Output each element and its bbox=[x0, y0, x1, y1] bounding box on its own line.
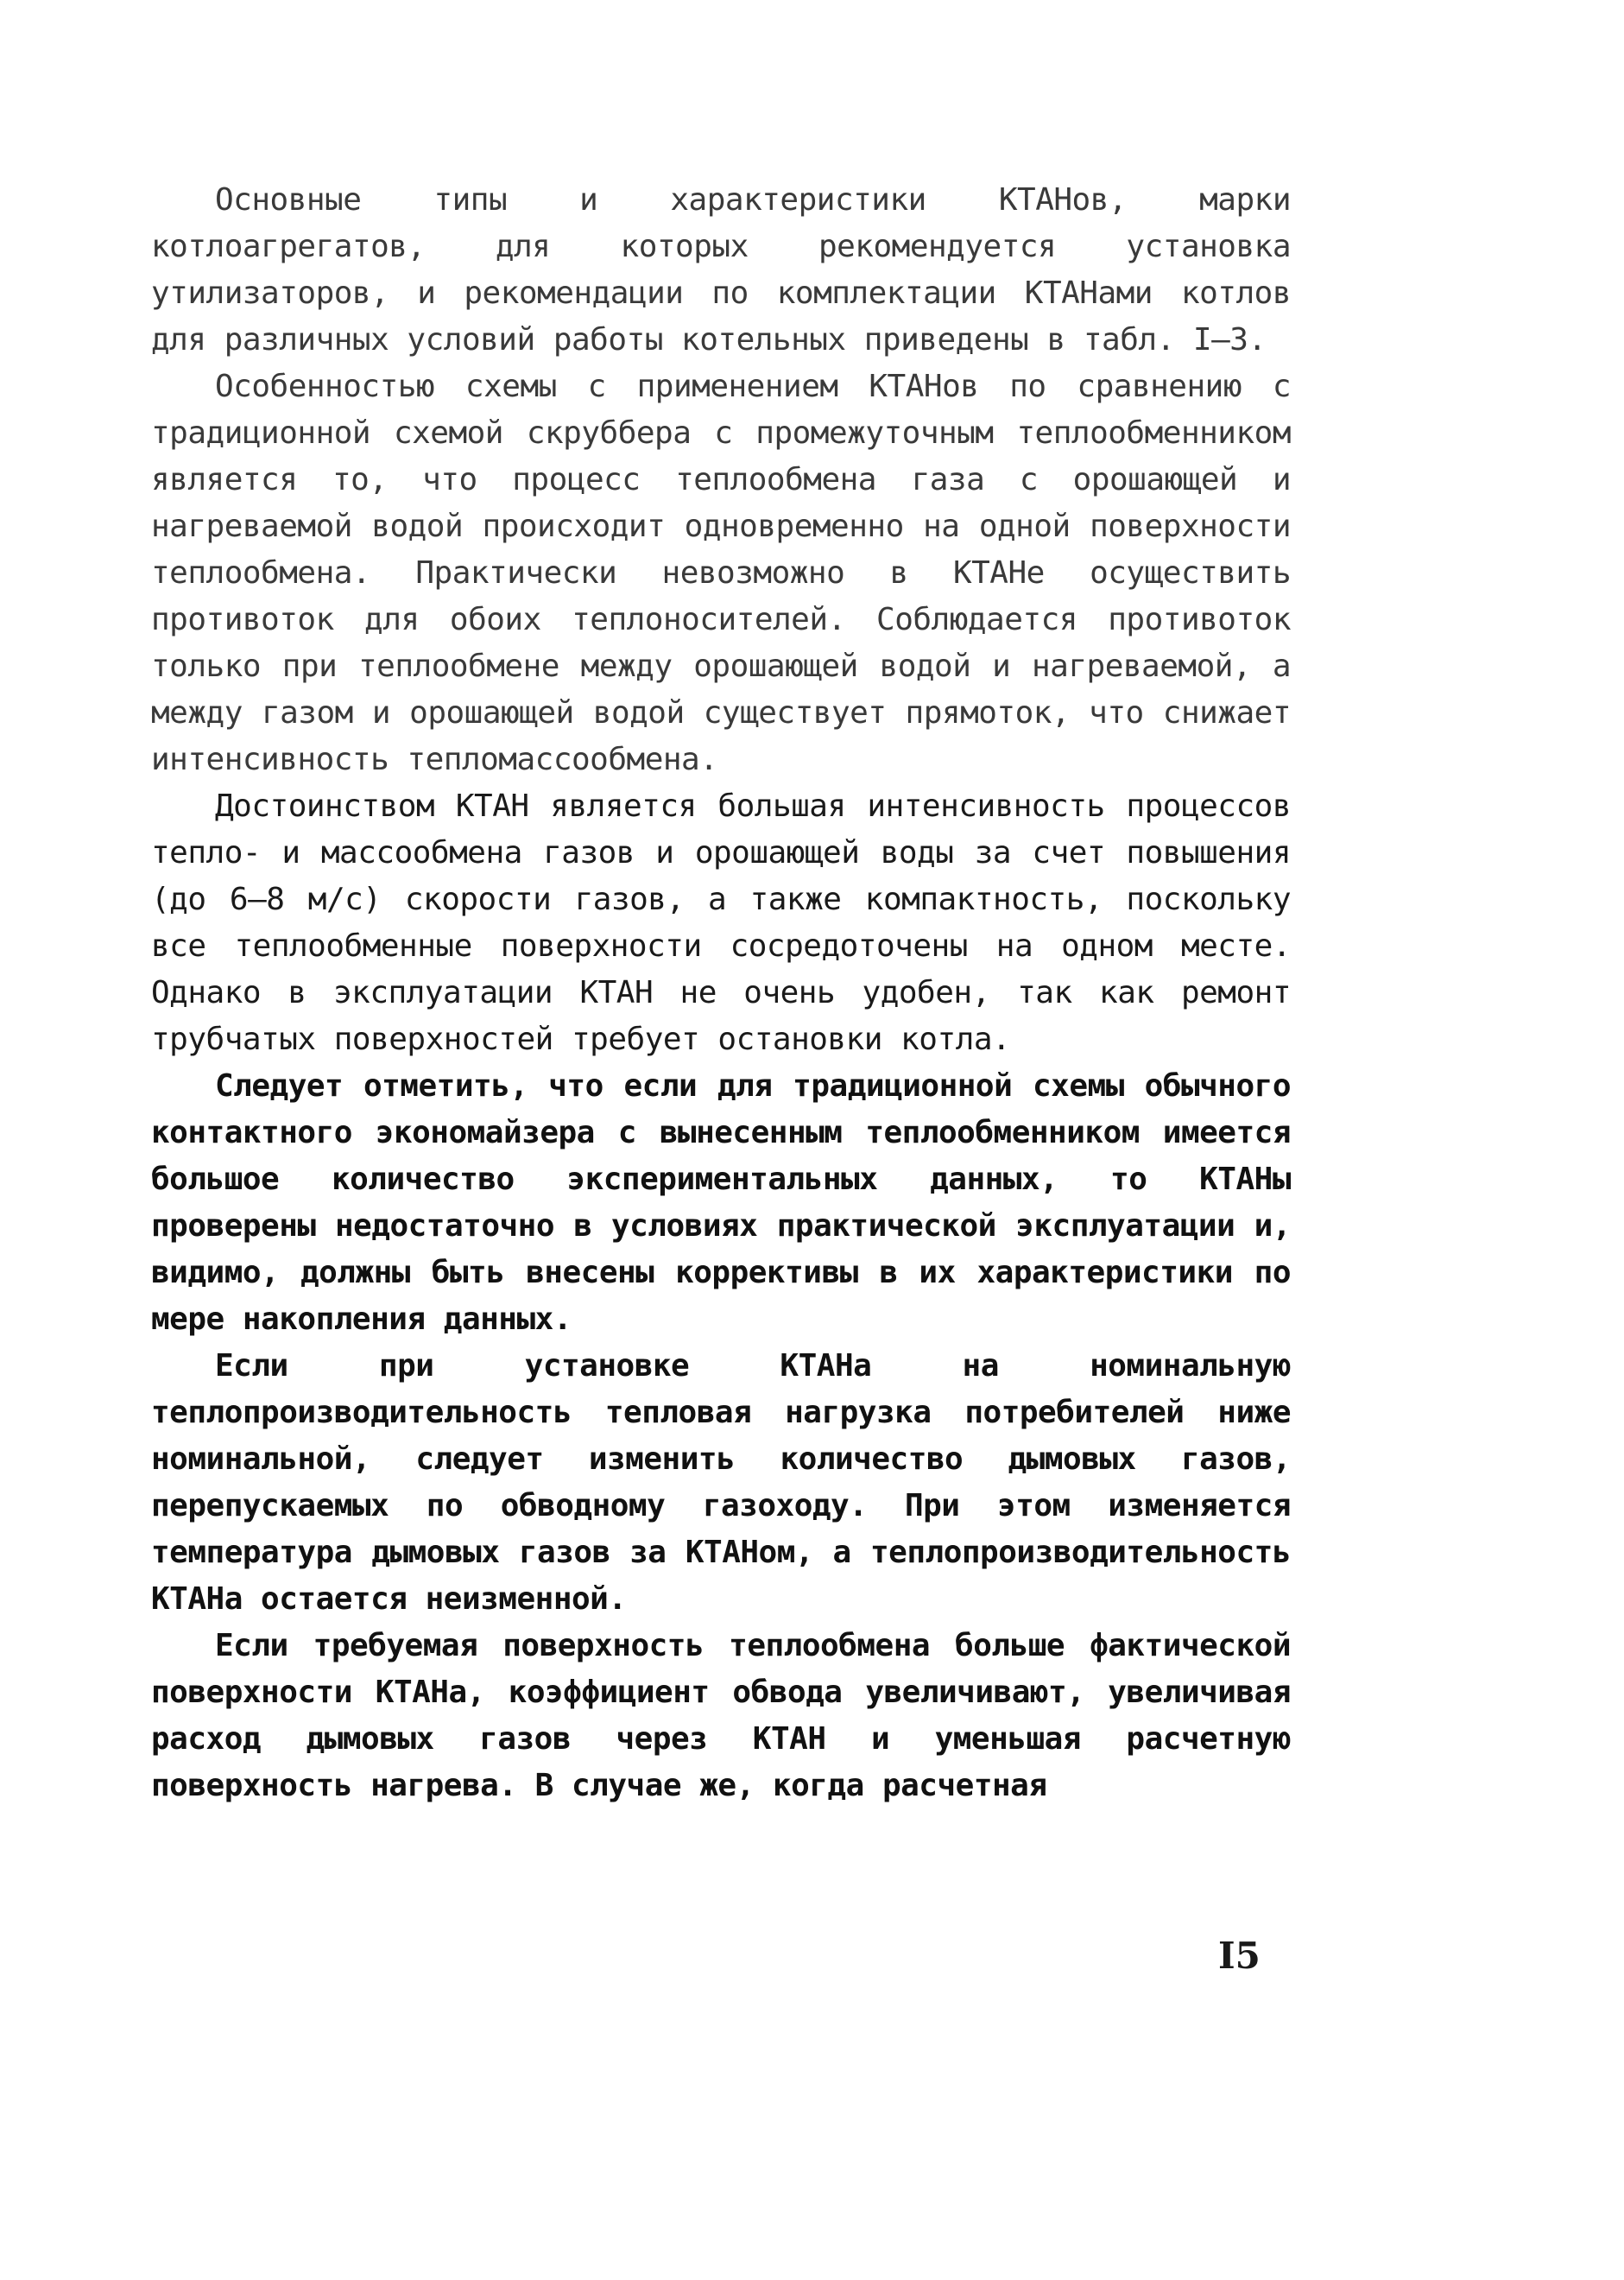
paragraph-6: Если требуемая поверхность теплообмена больше фактической поверхности КТАНа, коэффициент обвода увеличивают, увеличивая расход дымовых газов через КТАН и уменьшая расчетную поверхность нагрева. В случае же, когда расчетная bbox=[151, 1628, 1291, 1803]
body-text bbox=[151, 177, 1291, 1809]
paragraph-1: Основные типы и характеристики КТАНов, марки котлоагрегатов, для которых рекомендуется установка утилизаторов, и рекомендации по комплектации КТАНами котлов для различных условий работы котельных приведены в табл. I–3. bbox=[151, 182, 1291, 358]
paragraph-5: Если при установке КТАНа на номинальную теплопроизводительность тепловая нагрузка потребителей ниже номинальной, следует изменить количество дымовых газов, перепускаемых по обводному газоходу. При этом изменяется температура дымовых газов за КТАНом, а теплопроизводительность КТАНа остается неизменной. bbox=[151, 1348, 1291, 1617]
paragraph-2: Особенностью схемы с применением КТАНов по сравнению с традиционной схемой скруббера с промежуточным теплообменником является то, что процесс теплообмена газа с орошающей и нагреваемой водой происходит одновременно на одной поверхности теплообмена. Практически невозможно в КТАНе осуществить противоток для обоих теплоносителей. Соблюдается противоток только при теплообмене между орошающей водой и нагреваемой, а между газом и орошающей водой существует прямоток, что снижает интенсивность тепломассообмена. bbox=[151, 369, 1291, 777]
page-number: I5 bbox=[1218, 1935, 1261, 1977]
paragraph-3: Достоинством КТАН является большая интенсивность процессов тепло- и массообмена газов и орошающей воды за счет повышения (до 6–8 м/с) скорости газов, а также компактность, поскольку все теплообменные поверхности сосредоточены на одном месте. Однако в эксплуатации КТАН не очень удобен, так как ремонт трубчатых поверхностей требует остановки котла. bbox=[151, 788, 1291, 1057]
paragraph-4: Следует отметить, что если для традиционной схемы обычного контактного экономайзера с вынесенным теплообменником имеется большое количество экспериментальных данных, то КТАНы проверены недостаточно в условиях практической эксплуатации и, видимо, должны быть внесены коррективы в их характеристики по мере накопления данных. bbox=[151, 1068, 1291, 1337]
